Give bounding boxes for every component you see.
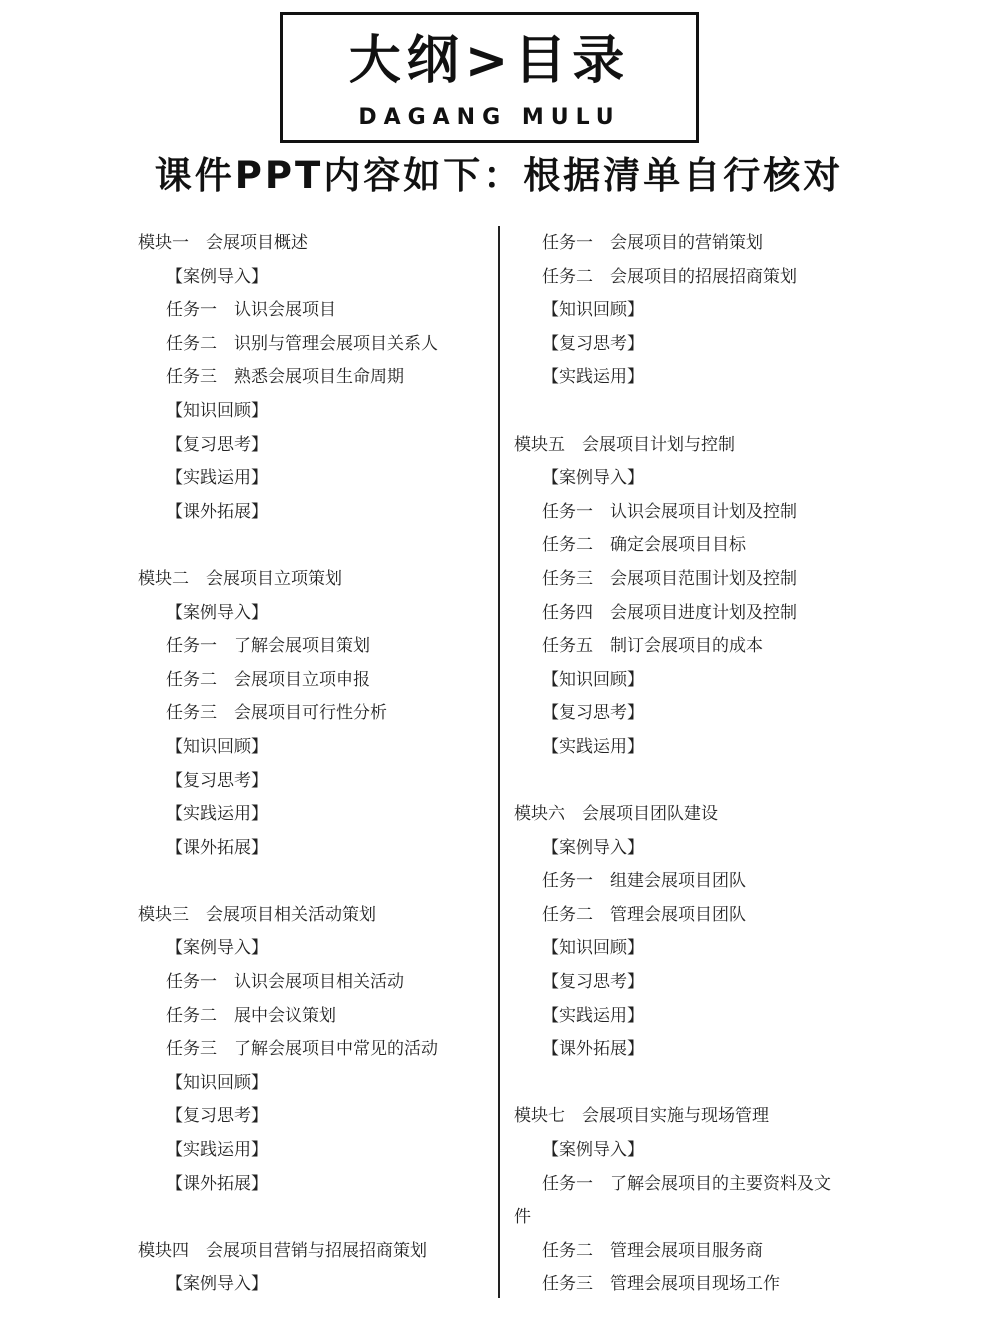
toc-section-item: 【知识回顾】 [166, 400, 268, 421]
toc-section-item: 【复习思考】 [542, 703, 644, 724]
toc-task-item: 任务二 管理会展项目服务商 [542, 1240, 763, 1261]
toc-task-item: 任务一 组建会展项目团队 [542, 871, 746, 892]
page-subtitle: 课件PPT内容如下：根据清单自行核对 [154, 154, 844, 197]
toc-module-heading: 模块二 会展项目立项策划 [138, 568, 342, 589]
toc-section-item: 【案例导入】 [166, 266, 268, 287]
toc-task-item: 任务三 会展项目范围计划及控制 [542, 568, 797, 589]
toc-section-item: 【案例导入】 [542, 837, 644, 858]
toc-module-heading: 模块六 会展项目团队建设 [514, 804, 718, 825]
toc-section-item: 【实践运用】 [542, 367, 644, 388]
toc-section-item: 【课外拓展】 [166, 501, 268, 522]
toc-task-item: 任务一 会展项目的营销策划 [542, 233, 763, 253]
toc-section-item: 【复习思考】 [542, 972, 644, 993]
toc-task-item: 任务三 管理会展项目现场工作 [542, 1274, 780, 1295]
toc-section-item: 【复习思考】 [166, 770, 268, 791]
toc-task-item: 任务二 识别与管理会展项目关系人 [166, 333, 438, 354]
toc-task-item: 任务一 了解会展项目策划 [166, 636, 370, 657]
toc-spacer [514, 395, 874, 429]
toc-spacer [138, 865, 488, 899]
toc-section-item: 【实践运用】 [166, 468, 268, 489]
toc-right-column [514, 227, 874, 1302]
toc-section-item: 【实践运用】 [166, 1140, 268, 1161]
toc-left-column [138, 227, 488, 1302]
page-title-pinyin: DAGANG MULU [358, 105, 621, 130]
toc-section-item: 【课外拓展】 [166, 837, 268, 858]
toc-section-item: 【知识回顾】 [542, 938, 644, 959]
toc-task-item: 任务三 熟悉会展项目生命周期 [166, 367, 404, 388]
toc-section-item: 【复习思考】 [166, 1106, 268, 1127]
toc-task-item: 任务一 认识会展项目相关活动 [166, 972, 404, 993]
toc-section-item: 【知识回顾】 [542, 669, 644, 690]
page-title: 大纲>目录 [348, 31, 631, 91]
toc-task-item-continuation: 件 [514, 1207, 531, 1228]
toc-task-item: 任务一 认识会展项目计划及控制 [542, 501, 797, 522]
toc-section-item: 【案例导入】 [166, 938, 268, 959]
toc-module-heading: 模块一 会展项目概述 [138, 233, 308, 253]
toc-task-item: 任务二 展中会议策划 [166, 1005, 336, 1026]
toc-task-item: 任务二 管理会展项目团队 [542, 904, 746, 925]
toc-section-item: 【实践运用】 [542, 1005, 644, 1026]
toc-section-item: 【知识回顾】 [166, 1072, 268, 1093]
toc-task-item: 任务二 会展项目立项申报 [166, 669, 370, 690]
toc-task-item: 任务一 认识会展项目 [166, 300, 336, 321]
toc-section-item: 【案例导入】 [166, 1274, 268, 1295]
toc-task-item: 任务五 制订会展项目的成本 [542, 636, 763, 657]
toc-spacer [138, 529, 488, 563]
column-divider [498, 226, 500, 1298]
toc-section-item: 【案例导入】 [542, 468, 644, 489]
toc-spacer [514, 765, 874, 799]
toc-spacer [138, 1201, 488, 1235]
toc-section-item: 【课外拓展】 [166, 1173, 268, 1194]
toc-section-item: 【实践运用】 [542, 736, 644, 757]
toc-section-item: 【案例导入】 [166, 602, 268, 623]
toc-task-item: 任务三 会展项目可行性分析 [166, 703, 387, 724]
title-box [280, 12, 699, 143]
toc-module-heading: 模块五 会展项目计划与控制 [514, 434, 735, 455]
toc-section-item: 【复习思考】 [166, 434, 268, 455]
toc-section-item: 【复习思考】 [542, 333, 644, 354]
toc-task-item: 任务四 会展项目进度计划及控制 [542, 602, 797, 623]
toc-section-item: 【知识回顾】 [166, 736, 268, 757]
toc-task-item: 任务一 了解会展项目的主要资料及文 [542, 1173, 831, 1194]
toc-spacer [514, 1067, 874, 1101]
toc-module-heading: 模块三 会展项目相关活动策划 [138, 904, 376, 925]
toc-section-item: 【知识回顾】 [542, 300, 644, 321]
toc-task-item: 任务二 确定会展项目目标 [542, 535, 746, 556]
toc-section-item: 【实践运用】 [166, 804, 268, 825]
toc-section-item: 【案例导入】 [542, 1140, 644, 1161]
toc-section-item: 【课外拓展】 [542, 1039, 644, 1060]
toc-task-item: 任务三 了解会展项目中常见的活动 [166, 1039, 438, 1060]
toc-module-heading: 模块四 会展项目营销与招展招商策划 [138, 1240, 427, 1261]
toc-module-heading: 模块七 会展项目实施与现场管理 [514, 1106, 769, 1127]
toc-task-item: 任务二 会展项目的招展招商策划 [542, 266, 797, 287]
